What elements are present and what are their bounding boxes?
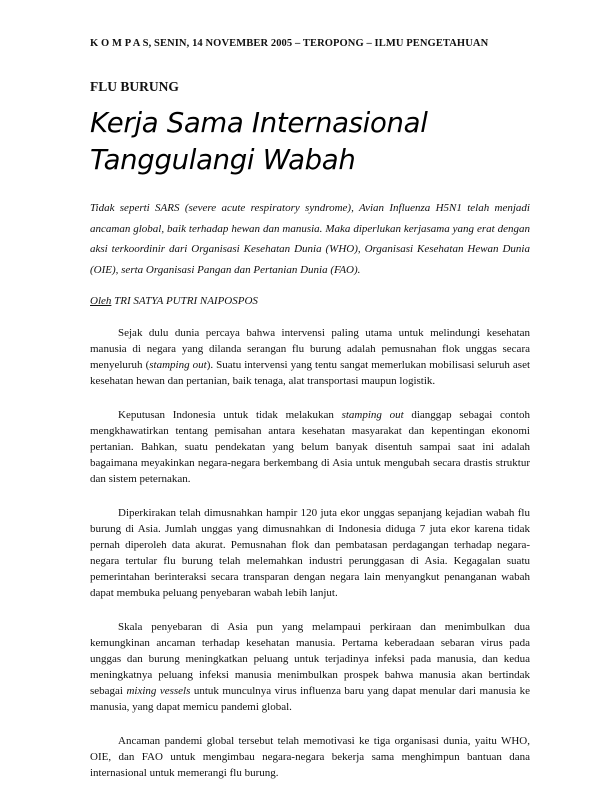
byline-prefix: Oleh (90, 295, 112, 307)
article-title-line-2: Tanggulangi Wabah (90, 144, 356, 176)
article-body (90, 325, 530, 781)
paragraph-emphasis: stamping out (341, 409, 404, 421)
paragraph-emphasis: stamping out (149, 359, 207, 371)
paragraph-emphasis: mixing vessels (126, 685, 191, 697)
byline-author: TRI SATYA PUTRI NAIPOSPOS (111, 295, 258, 307)
paragraph-text: ). Suatu intervensi yang tentu sangat memerlukan mobilisasi seluruh aset kesehatan hewan dan pertanian, baik tenaga, alat transportasi maupun logistik. (90, 359, 531, 387)
article-title-line-1: Kerja Sama Internasional (90, 107, 428, 139)
paragraph-text: Keputusan Indonesia untuk tidak melakukan (118, 409, 342, 421)
paragraph-text: Skala penyebaran di Asia pun yang melampaui perkiraan dan menimbulkan dua kemungkinan ancaman terhadap kesehatan manusia. Pertama keberadaan sebaran virus pada unggas dan burung meningkatkan peluang untuk terjadinya infeksi pada manusia, dan kedua meningkatnya peluang infeksi manusia menimbulkan prospek bahwa manusia akan bertindak sebagai (90, 621, 530, 697)
body-paragraph (90, 407, 530, 487)
body-paragraph (90, 733, 530, 781)
paragraph-text: dianggap sebagai contoh mengkhawatirkan tentang pemisahan antara kesehatan masyarakat dan kepentingan ekonomi pertanian. Bahkan, suatu pendekatan yang belum banyak disentuh sampai saat ini adalah bagaimana meyakinkan negara-negara berkembang di Asia untuk mengubah secara drastis struktur dan sistem peternakan. (90, 409, 530, 485)
article-page (90, 38, 530, 799)
article-byline (90, 295, 530, 307)
body-paragraph (90, 505, 530, 601)
rubric-label: FLU BURUNG (90, 79, 179, 94)
paragraph-text: Sejak dulu dunia percaya bahwa intervensi paling utama untuk melindungi kesehatan manusia di negara yang dilanda serangan flu burung adalah pemusnahan flok unggas secara menyeluruh ( (90, 327, 530, 371)
article-title (90, 105, 530, 179)
paragraph-text: Diperkirakan telah dimusnahkan hampir 120 juta ekor unggas sepanjang kejadian wabah flu burung di Asia. Jumlah unggas yang dimusnahkan di Indonesia diduga 7 juta ekor karena tidak pernah diperoleh data akurat. Pemusnahan flok dan pembatasan perdagangan terhadap negara-negara tertular flu burung telah melemahkan industri perunggasan di Asia. Kegagalan suatu pemerintahan berinteraksi secara transparan dengan negara lain menyangkut penanganan wabah dapat membuka peluang penyebaran wabah lebih lanjut. (90, 507, 530, 599)
body-paragraph (90, 619, 530, 715)
paragraph-text: untuk munculnya virus influenza baru yang dapat menular dari manusia ke manusia, yang dapat memicu pandemi global. (90, 685, 531, 713)
newspaper-header: K O M P A S, SENIN, 14 NOVEMBER 2005 – TEROPONG – ILMU PENGETAHUAN (90, 38, 489, 49)
paragraph-text: Ancaman pandemi global tersebut telah memotivasi ke tiga organisasi dunia, yaitu WHO, OIE, dan FAO untuk mengimbau negara-negara bekerja sama menghimpun bantuan dana internasional untuk memerangi flu burung. (90, 735, 530, 779)
body-paragraph (90, 325, 530, 389)
article-lead: Tidak seperti SARS (severe acute respiratory syndrome), Avian Influenza H5N1 telah menjadi ancaman global, baik terhadap hewan dan manusia. Maka diperlukan kerjasama yang erat dengan aksi terkoordinir dari Organisasi Kesehatan Dunia (WHO), Organisasi Kesehatan Hewan Dunia (OIE), serta Organisasi Pangan dan Pertanian Dunia (FAO). (90, 202, 530, 276)
